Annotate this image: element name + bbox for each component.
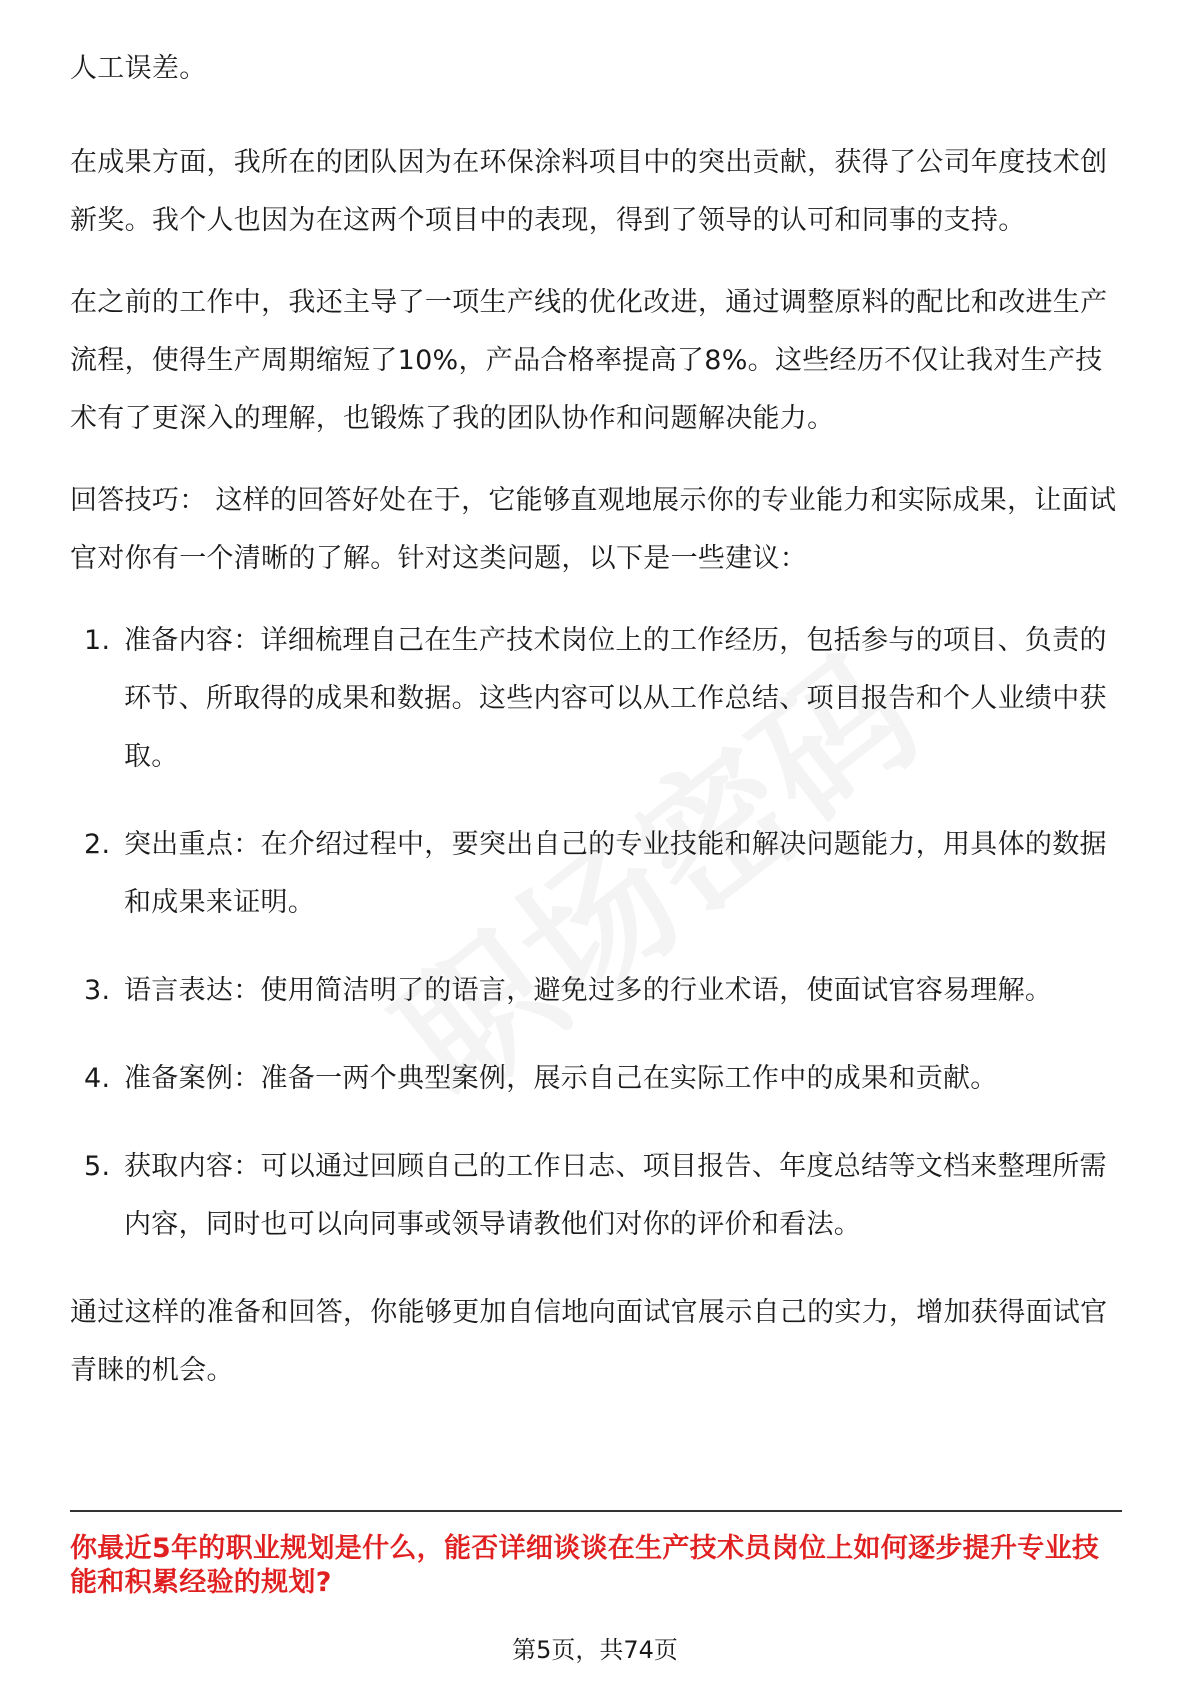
question-heading: 你最近5年的职业规划是什么，能否详细谈谈在生产技术员岗位上如何逐步提升专业技能和积累经验的规划? <box>70 1533 1100 1598</box>
paragraph-answer-tips: 回答技巧： 这样的回答好处在于，它能够直观地展示你的专业能力和实际成果，让面试官对你有一个清晰的了解。针对这类问题，以下是一些建议： <box>70 485 1117 574</box>
list-text: 语言表达：使用简洁明了的语言，避免过多的行业术语，使面试官容易理解。 <box>124 975 1053 1006</box>
main-content <box>70 40 1120 1424</box>
list-number: 2. <box>84 829 111 860</box>
list-number: 5. <box>84 1151 111 1182</box>
list-text: 获取内容：可以通过回顾自己的工作日志、项目报告、年度总结等文档来整理所需内容，同时也可以向同事或领导请教他们对你的评价和看法。 <box>124 1151 1107 1240</box>
section-divider <box>70 1510 1122 1512</box>
list-text: 突出重点：在介绍过程中，要突出自己的专业技能和解决问题能力，用具体的数据和成果来证明。 <box>124 829 1107 918</box>
paragraph-previous-work: 在之前的工作中，我还主导了一项生产线的优化改进，通过调整原料的配比和改进生产流程，使得生产周期缩短了10%，产品合格率提高了8%。这些经历不仅让我对生产技术有了更深入的理解，也锻炼了我的团队协作和问题解决能力。 <box>70 287 1108 434</box>
list-number: 3. <box>84 975 111 1006</box>
list-item <box>70 612 1120 786</box>
list-number: 4. <box>84 1063 111 1094</box>
list-text: 准备内容：详细梳理自己在生产技术岗位上的工作经历，包括参与的项目、负责的环节、所取得的成果和数据。这些内容可以从工作总结、项目报告和个人业绩中获取。 <box>124 625 1107 772</box>
page-number: 第5页，共74页 <box>512 1636 678 1664</box>
list-item <box>70 1050 1120 1108</box>
paragraph-continuation: 人工误差。 <box>70 53 207 84</box>
list-number: 1. <box>84 625 111 656</box>
paragraph-achievements: 在成果方面，我所在的团队因为在环保涂料项目中的突出贡献，获得了公司年度技术创新奖。我个人也因为在这两个项目中的表现，得到了领导的认可和同事的支持。 <box>70 147 1108 236</box>
paragraph-closing: 通过这样的准备和回答，你能够更加自信地向面试官展示自己的实力，增加获得面试官青睐的机会。 <box>70 1297 1108 1386</box>
list-item <box>70 1138 1120 1254</box>
list-text: 准备案例：准备一两个典型案例，展示自己在实际工作中的成果和贡献。 <box>124 1063 998 1094</box>
tips-list <box>70 612 1120 1254</box>
list-item <box>70 816 1120 932</box>
list-item <box>70 962 1120 1020</box>
